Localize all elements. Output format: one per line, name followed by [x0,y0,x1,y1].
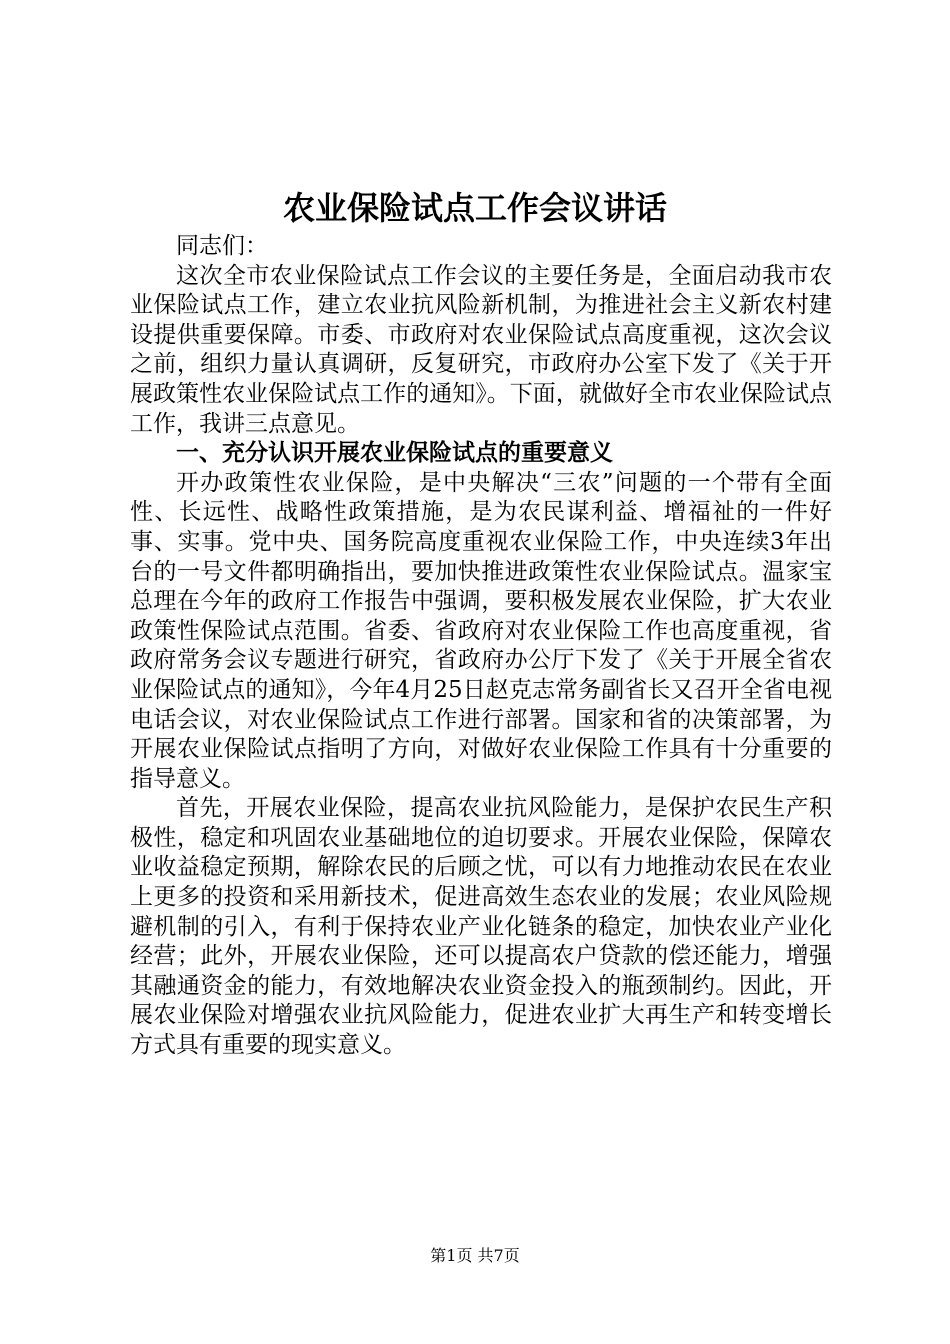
salutation: 同志们： [176,233,268,259]
page-title: 农业保险试点工作会议讲话 [282,189,667,227]
section-heading-1: 一、充分认识开展农业保险试点的重要意义 [176,440,613,467]
paragraph-policy: 开办政策性农业保险，是中央解决“三农”问题的一个带有全面性、长远性、战略性政策措施，是为农民谋利益、增福祉的一件好事、实事。党中央、国务院高度重视农业保险工作，中央连续3年出台的一号文件都明确指出，要加快推进政策性农业保险试点。温家宝总理在今年的政府工作报告中强调，要积极发展农业保险，扩大农业政策性保险试点范围。省委、省政府对农业保险工作也高度重视，省政府常务会议专题进行研究，省政府办公厅下发了《关于开展全省农业保险试点的通知》，今年4月25日赵克志常务副省长又召开全省电视电话会议，对农业保险试点工作进行部署。国家和省的决策部署，为开展农业保险试点指明了方向，对做好农业保险工作具有十分重要的指导意义。 [130,469,832,792]
paragraph-intro: 这次全市农业保险试点工作会议的主要任务是，全面启动我市农业保险试点工作，建立农业抗风险新机制，为推进社会主义新农村建设提供重要保障。市委、市政府对农业保险试点高度重视，这次会议之前，组织力量认真调研，反复研究，市政府办公室下发了《关于开展政策性农业保险试点工作的通知》。下面，就做好全市农业保险试点工作，我讲三点意见。 [130,262,832,437]
document-body [130,232,832,1061]
paragraph-first-point: 首先，开展农业保险，提高农业抗风险能力，是保护农民生产积极性，稳定和巩固农业基础地位的迫切要求。开展农业保险，保障农业收益稳定预期，解除农民的后顾之忧，可以有力地推动农民在农业上更多的投资和采用新技术，促进高效生态农业的发展；农业风险规避机制的引入，有利于保持农业产业化链条的稳定，加快农业产业化经营；此外，开展农业保险，还可以提高农户贷款的偿还能力，增强其融通资金的能力，有效地解决农业资金投入的瓶颈制约。因此，开展农业保险对增强农业抗风险能力，促进农业扩大再生产和转变增长方式具有重要的现实意义。 [130,795,832,1059]
page-footer: 第1页 共7页 [430,1246,520,1265]
